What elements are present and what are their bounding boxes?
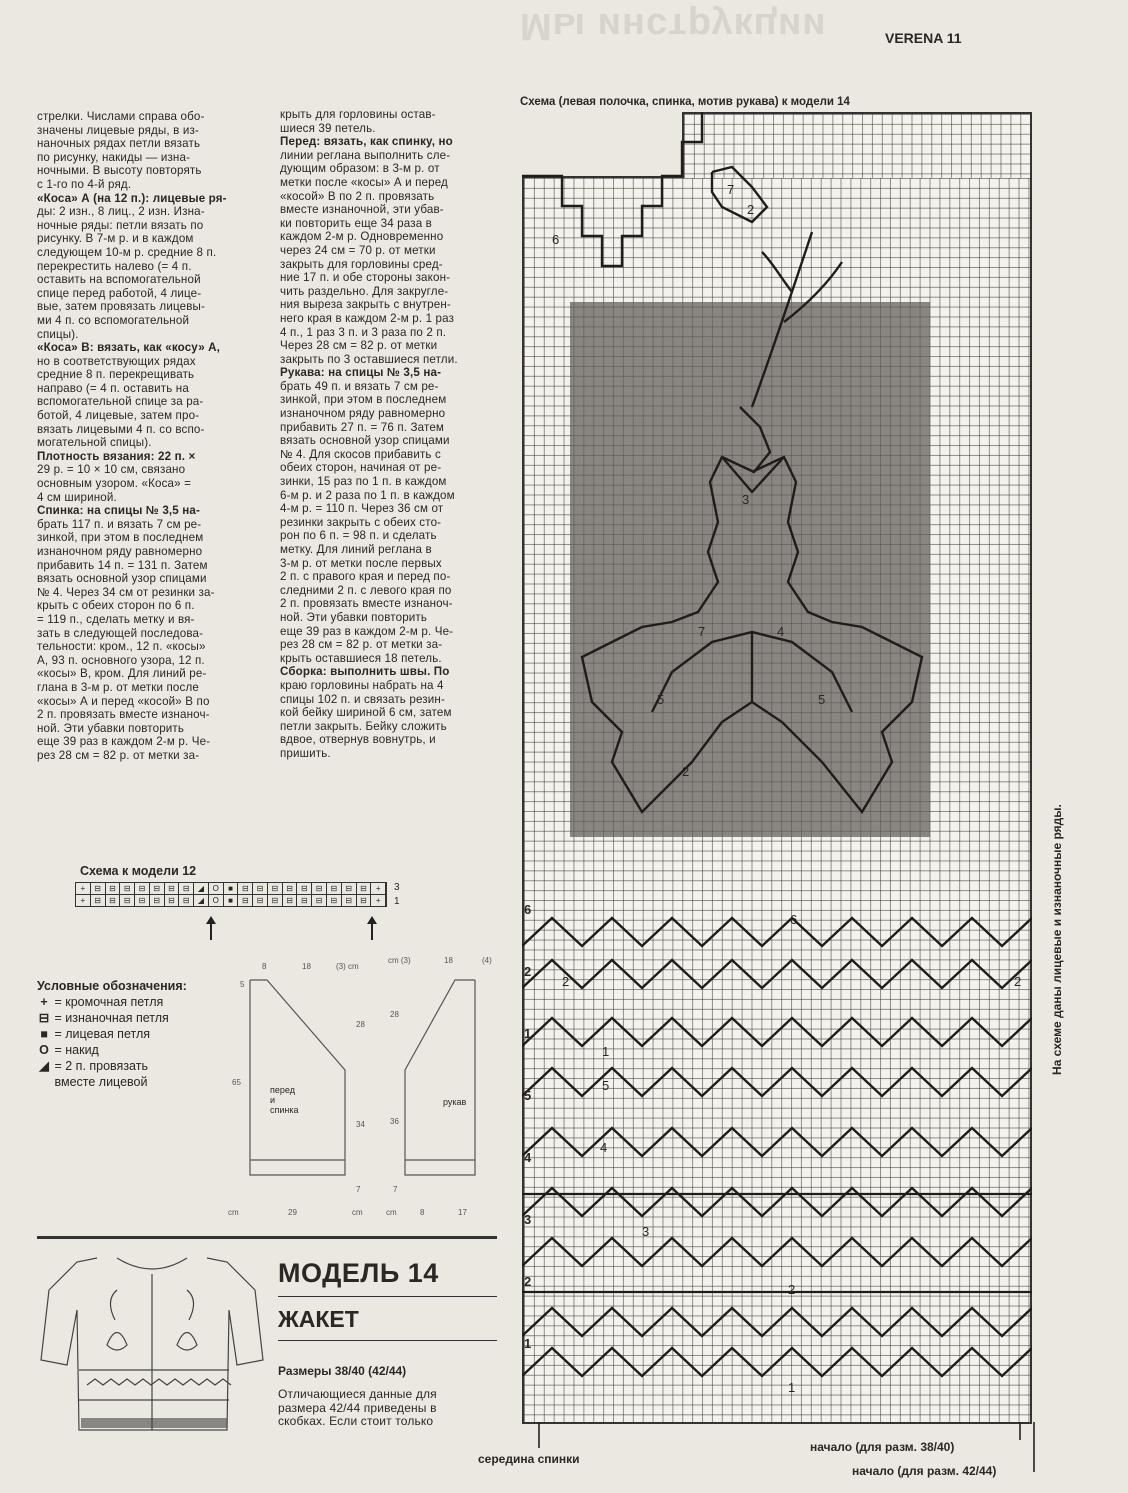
chart12-row-label-3: 3 bbox=[394, 882, 400, 893]
chart-num-2c: 2 bbox=[562, 974, 570, 989]
text-line: брать 49 п. и вязать 7 см ре- bbox=[280, 379, 439, 393]
main-chart-drawing bbox=[522, 112, 1032, 1424]
chart12-cell: ⊟ bbox=[268, 895, 283, 906]
chart12-cell: ⊟ bbox=[268, 883, 283, 894]
pattern-bottom-8: 8 bbox=[420, 1208, 425, 1217]
text-line: вязать лицевыми 4 п. со вспо- bbox=[37, 422, 205, 436]
chart-num-5a: 5 bbox=[657, 692, 665, 707]
text-line: зинкой, при этом в последнем bbox=[37, 531, 204, 545]
chart-num-6top: 6 bbox=[552, 232, 560, 247]
zigzag-band bbox=[522, 1308, 1032, 1336]
legend-text: = лицевая петля bbox=[51, 1027, 151, 1041]
text-line: вязать основной узор спицами bbox=[280, 434, 450, 448]
text-line: № 4. Через 34 см от резинки за- bbox=[37, 585, 215, 599]
zigzag-band bbox=[522, 960, 1032, 988]
chart-num-6: 6 bbox=[790, 912, 798, 927]
left-text-column bbox=[37, 110, 259, 763]
row-marker: 4 bbox=[524, 1150, 532, 1165]
text-line: 29 р. = 10 × 10 см, связано bbox=[37, 463, 186, 477]
legend bbox=[37, 978, 227, 1090]
text-line: «косы» В, кром. Для линий ре- bbox=[37, 667, 207, 681]
text-line: закрыть для горловины сред- bbox=[280, 257, 443, 271]
text-line: зать в следующей последова- bbox=[37, 626, 204, 640]
pattern-sleeve-label: рукав bbox=[443, 1097, 467, 1107]
model-underline bbox=[278, 1296, 497, 1297]
text-line: метку. Для линий реглана в bbox=[280, 543, 432, 556]
text-line: спицы). bbox=[37, 327, 79, 341]
chart12-cell: ⊟ bbox=[342, 895, 357, 906]
text-line: наночных рядах петли вязать bbox=[37, 137, 201, 151]
chart12-row-label-1: 1 bbox=[394, 896, 400, 907]
text-line: 4 п., 1 раз 3 п. и 3 раза по 2 п. bbox=[280, 325, 447, 339]
chart12-cell: ⊟ bbox=[179, 883, 194, 894]
chart12-cell: ⊟ bbox=[91, 895, 106, 906]
pattern-sleeve-top-right: (4) bbox=[482, 956, 492, 965]
text-line: оставить на вспомогательной bbox=[37, 273, 201, 287]
chart12-cell: ⊟ bbox=[283, 895, 298, 906]
text-line: 3-м р. от метки после первых bbox=[280, 556, 442, 570]
text-line: прибавить 14 п. = 131 п. Затем bbox=[37, 558, 208, 572]
legend-item bbox=[37, 1010, 227, 1026]
text-line: «косы» А и перед «косой» В по bbox=[37, 694, 210, 708]
text-line: вязать основной узор спицами bbox=[37, 572, 207, 586]
pattern-dim-28b: 28 bbox=[390, 1010, 399, 1019]
text-line: вдвое, отвернув вовнутрь, и bbox=[280, 733, 436, 747]
pattern-dim-34: 34 bbox=[356, 1120, 365, 1129]
text-line: пришить. bbox=[280, 746, 331, 760]
text-line: брать 117 п. и вязать 7 см ре- bbox=[37, 517, 202, 531]
row-marker: 1 bbox=[524, 1026, 532, 1041]
row-marker: 6 bbox=[524, 902, 532, 917]
text-line: рисунку. В 7-м р. и в каждом bbox=[37, 232, 194, 246]
row-marker: 2 bbox=[524, 964, 532, 979]
model-title: МОДЕЛЬ 14 bbox=[278, 1258, 439, 1288]
text-line: шиеся 39 петель. bbox=[280, 121, 376, 135]
chart12-cell: ⊟ bbox=[135, 895, 150, 906]
text-line: крыть с обеих сторон по 6 п. bbox=[37, 599, 195, 613]
pattern-bottom-17: 17 bbox=[458, 1208, 467, 1217]
text-line: спице перед работой, 4 лице- bbox=[37, 286, 202, 300]
text-line: Через 28 см = 82 р. от метки bbox=[280, 339, 438, 353]
chart12-cell: O bbox=[209, 883, 224, 894]
pattern-dim-7a: 7 bbox=[356, 1185, 361, 1194]
middle-text-column bbox=[280, 108, 502, 761]
chart12-cell: ⊟ bbox=[357, 895, 372, 906]
text-line: ной. Эти убавки повторить bbox=[280, 610, 428, 624]
legend-title: Условные обозначения: bbox=[37, 979, 187, 993]
legend-symbol: ■ bbox=[40, 1027, 48, 1041]
chart12-cell: ■ bbox=[224, 895, 239, 906]
pattern-top-mid: 18 bbox=[302, 962, 311, 971]
text-line: направо (= 4 п. оставить на bbox=[37, 381, 189, 395]
text-line: А, 93 п. основного узора, 12 п. bbox=[37, 653, 205, 667]
text-line: = 119 п., сделать метку и вя- bbox=[37, 612, 195, 626]
pattern-dim-65: 65 bbox=[232, 1078, 241, 1087]
text-line: изнаночном ряду равномерно bbox=[280, 407, 446, 421]
text-line: метки после «косы» А и перед bbox=[280, 175, 448, 189]
text-line: ночными. В высоту повторять bbox=[37, 164, 202, 178]
side-note: На схеме даны лицевые и изнаночные ряды. bbox=[1050, 804, 1064, 1075]
chart12-cell: + bbox=[76, 895, 91, 906]
text-line: Рукава: на спицы № 3,5 на- bbox=[280, 366, 442, 380]
text-line: 4-м р. = 110 п. Через 36 см от bbox=[280, 502, 444, 516]
text-line: еще 39 раз в каждом 2-м р. Че- bbox=[37, 735, 211, 749]
chart12-cell: ⊟ bbox=[283, 883, 298, 894]
chart12-cell: ⊟ bbox=[91, 883, 106, 894]
legend-item bbox=[37, 1026, 227, 1042]
zigzag-band bbox=[522, 1068, 1032, 1096]
chart12-cell: ⊟ bbox=[327, 895, 342, 906]
chart-num-3: 3 bbox=[742, 492, 750, 507]
text-line: «Коса» А (на 12 п.): лицевые ря- bbox=[37, 191, 227, 205]
pattern-dim-7b: 7 bbox=[393, 1185, 398, 1194]
legend-item bbox=[37, 1042, 227, 1058]
pattern-dim-36: 36 bbox=[390, 1117, 399, 1126]
chart12-cell: ⊟ bbox=[165, 883, 180, 894]
text-line: зинкой, при этом в последнем bbox=[280, 393, 447, 407]
chart12-arrows bbox=[200, 916, 390, 942]
pattern-top-unit: (3) cm bbox=[336, 962, 359, 971]
text-line: зинки, 15 раз по 1 п. в каждом bbox=[280, 475, 447, 489]
chart12-cell: ⊟ bbox=[312, 883, 327, 894]
text-line: каждом 2-м р. Одновременно bbox=[280, 230, 444, 244]
pattern-bottom-29: 29 bbox=[288, 1208, 297, 1217]
zigzag-band bbox=[522, 918, 1032, 946]
pattern-sleeve-top-mid: 18 bbox=[444, 956, 453, 965]
text-line: линии реглана выполнить сле- bbox=[280, 148, 451, 162]
text-line: глана в 3-м р. от метки после bbox=[37, 680, 199, 694]
text-line: ботой, 4 лицевые, затем про- bbox=[37, 409, 200, 423]
pattern-top-left: 8 bbox=[262, 962, 267, 971]
chart-num-1b: 1 bbox=[788, 1380, 796, 1395]
chart-num-2a: 2 bbox=[747, 202, 755, 217]
section-divider bbox=[37, 1236, 497, 1239]
text-line: чить раздельно. Для закругле- bbox=[280, 284, 449, 298]
text-line: кой бейку шириной 6 см, затем bbox=[280, 706, 452, 720]
chart12-cell: ⊟ bbox=[253, 895, 268, 906]
legend-symbol: ◢ bbox=[39, 1059, 49, 1073]
chart12-cell: ⊟ bbox=[106, 883, 121, 894]
text-line: вые, затем провязать лицевы- bbox=[37, 300, 206, 314]
legend-text: = накид bbox=[51, 1043, 99, 1057]
row-marker: 1 bbox=[524, 1336, 532, 1351]
magazine-brand: VERENA 11 bbox=[885, 30, 962, 46]
text-line: рез 28 см = 82 р. от метки за- bbox=[37, 748, 200, 762]
text-line: резинки закрыть с обеих сто- bbox=[280, 515, 442, 529]
chart-num-1: 1 bbox=[602, 1044, 610, 1059]
text-line: следующем 10-м р. средние 8 п. bbox=[37, 245, 217, 259]
chart12-cell: ⊟ bbox=[165, 895, 180, 906]
chart12-grid bbox=[75, 882, 387, 907]
text-line: ночные ряды: петли вязать по bbox=[37, 218, 204, 232]
text-line: крыть оставшиеся 18 петель. bbox=[280, 651, 442, 665]
chart-num-5c: 5 bbox=[602, 1078, 610, 1093]
text-line: ми 4 п. со вспомогательной bbox=[37, 313, 190, 327]
model-underline-2 bbox=[278, 1340, 497, 1341]
chart12-cell: ⊟ bbox=[357, 883, 372, 894]
chart12-title: Схема к модели 12 bbox=[80, 864, 197, 878]
text-line: ной. Эти убавки повторить bbox=[37, 721, 185, 735]
text-line: стрелки. Числами справа обо- bbox=[37, 110, 205, 123]
chart-num-4b: 4 bbox=[600, 1140, 608, 1155]
chart-num-7b: 7 bbox=[698, 624, 706, 639]
legend-symbol: O bbox=[39, 1043, 49, 1057]
pattern-dim-5: 5 bbox=[240, 980, 245, 989]
legend-item bbox=[37, 1074, 227, 1090]
chart12-cell: ⊟ bbox=[106, 895, 121, 906]
chart12-cell: ⊟ bbox=[312, 895, 327, 906]
chart12-cell: ■ bbox=[224, 883, 239, 894]
chart12-cell: + bbox=[371, 895, 386, 906]
text-line: него края в каждом 2-м р. 1 раз bbox=[280, 311, 455, 325]
text-line: 4 см шириной. bbox=[37, 490, 117, 504]
text-line: ния выреза закрыть с внутрен- bbox=[280, 298, 451, 312]
legend-symbol: + bbox=[40, 995, 48, 1009]
pattern-sleeve-top: cm (3) bbox=[388, 956, 411, 965]
chart12-cell: ⊟ bbox=[253, 883, 268, 894]
legend-text: = 2 п. провязать bbox=[51, 1059, 148, 1073]
text-line: крыть для горловины остав- bbox=[280, 108, 436, 121]
chart12-cell: ⊟ bbox=[120, 895, 135, 906]
chart-num-3b: 3 bbox=[642, 1224, 650, 1239]
legend-item bbox=[37, 1058, 227, 1074]
pattern-body-label: перед и спинка bbox=[270, 1085, 299, 1115]
chart12-cell: ⊟ bbox=[238, 895, 253, 906]
text-line: закрыть по 3 оставшиеся петли. bbox=[280, 352, 458, 366]
zigzag-band bbox=[522, 1238, 1032, 1266]
pattern-bottom-cm: cm bbox=[228, 1208, 239, 1217]
text-line: тельности: кром., 12 п. «косы» bbox=[37, 640, 206, 654]
chart12-cell: ⊟ bbox=[342, 883, 357, 894]
chart12-cell: ◢ bbox=[194, 895, 209, 906]
text-line: «Коса» В: вязать, как «косу» А, bbox=[37, 341, 221, 355]
zigzag-band bbox=[522, 1018, 1032, 1046]
text-line: № 4. Для скосов прибавить с bbox=[280, 447, 441, 461]
faded-heading: Мы инструкции bbox=[520, 5, 827, 47]
chart12-cell: ◢ bbox=[194, 883, 209, 894]
text-line: Плотность вязания: 22 п. × bbox=[37, 449, 196, 463]
pattern-bottom-cm2: cm bbox=[352, 1208, 363, 1217]
row-marker: 5 bbox=[524, 1088, 532, 1103]
text-line: спицы 102 п. и связать резин- bbox=[280, 692, 445, 706]
text-line: значены лицевые ряды, в из- bbox=[37, 123, 199, 137]
chart-num-2d: 2 bbox=[1014, 974, 1022, 989]
row-marker: 3 bbox=[524, 1212, 532, 1227]
legend-text: вместе лицевой bbox=[51, 1075, 148, 1089]
text-line: Сборка: выполнить швы. По bbox=[280, 665, 450, 679]
text-line: 2 п. провязать вместе изнаноч- bbox=[37, 708, 210, 722]
chart12-cell: ⊟ bbox=[120, 883, 135, 894]
text-line: 6-м р. и 2 раза по 1 п. в каждом bbox=[280, 488, 455, 502]
text-line: вспомогательной спице за ра- bbox=[37, 395, 204, 409]
chart12-cell: ⊟ bbox=[150, 883, 165, 894]
chart12-cell: ⊟ bbox=[179, 895, 194, 906]
text-line: дующим образом: в 3-м р. от bbox=[280, 162, 440, 176]
text-line: обеих сторон, начиная от ре- bbox=[280, 461, 442, 475]
start-label-42-44: начало (для разм. 42/44) bbox=[852, 1464, 997, 1478]
model-intro: Отличающиеся данные для размера 42/44 приведены в скобках. Если стоит только bbox=[278, 1387, 437, 1429]
chart12-cell: + bbox=[76, 883, 91, 894]
text-line: по рисунку, накиды — изна- bbox=[37, 150, 191, 164]
legend-text: = кромочная петля bbox=[51, 995, 164, 1009]
text-line: рез 28 см = 82 р. от метки за- bbox=[280, 638, 443, 652]
text-line: 2 п. провязать вместе изнаноч- bbox=[280, 597, 453, 611]
legend-text: = изнаночная петля bbox=[51, 1011, 169, 1025]
text-line: Перед: вязать, как спинку, но bbox=[280, 135, 453, 149]
main-chart-title: Схема (левая полочка, спинка, мотив рукава) к модели 14 bbox=[520, 96, 850, 108]
text-line: изнаночном ряду равномерно bbox=[37, 545, 203, 558]
text-line: с 1-го по 4-й ряд. bbox=[37, 177, 132, 191]
text-line: ки повторить еще 34 раза в bbox=[280, 216, 432, 230]
legend-symbol: ⊟ bbox=[38, 1011, 50, 1025]
jacket-sketch bbox=[37, 1250, 267, 1435]
pattern-bottom-cm3: cm bbox=[386, 1208, 397, 1217]
text-line: ды: 2 изн., 8 лиц., 2 изн. Изна- bbox=[37, 205, 205, 219]
legend-item bbox=[37, 994, 227, 1010]
text-line: ние 17 п. и обе стороны закон- bbox=[280, 271, 451, 285]
text-line: но в соответствующих рядах bbox=[37, 354, 196, 368]
text-line: краю горловины набрать на 4 bbox=[280, 678, 444, 692]
chart-num-2e: 2 bbox=[788, 1282, 796, 1297]
text-line: могательной спицы). bbox=[37, 436, 152, 450]
chart12-cell: ⊟ bbox=[238, 883, 253, 894]
text-line: рон по 6 п. = 98 п. и сделать bbox=[280, 529, 437, 543]
chart-num-2b: 2 bbox=[682, 764, 690, 779]
pattern-dim-28a: 28 bbox=[356, 1020, 365, 1029]
model-subtitle: ЖАКЕТ bbox=[278, 1306, 359, 1332]
text-line: через 24 см = 70 р. от метки bbox=[280, 243, 436, 257]
text-line: еще 39 раз в каждом 2-м р. Че- bbox=[280, 624, 454, 638]
chart12-cell: ⊟ bbox=[297, 883, 312, 894]
text-line: вместе изнаночной, эти убав- bbox=[280, 203, 444, 217]
chart12-cell: + bbox=[371, 883, 386, 894]
chart12-cell: ⊟ bbox=[297, 895, 312, 906]
chart12-cell: ⊟ bbox=[150, 895, 165, 906]
model-sizes: Размеры 38/40 (42/44) bbox=[278, 1364, 407, 1378]
chart-num-5b: 5 bbox=[818, 692, 826, 707]
zigzag-band bbox=[522, 1188, 1032, 1216]
text-line: перекрестить налево (= 4 п. bbox=[37, 259, 192, 273]
chart-num-7a: 7 bbox=[727, 182, 735, 197]
pattern-schematic bbox=[225, 950, 505, 1220]
text-line: Спинка: на спицы № 3,5 на- bbox=[37, 504, 201, 518]
page-number: 11 bbox=[946, 30, 962, 46]
chart12-cell: ⊟ bbox=[327, 883, 342, 894]
text-line: прибавить 27 п. = 76 п. Затем bbox=[280, 420, 445, 434]
chart-num-4: 4 bbox=[777, 624, 785, 639]
bottom-center-label: середина спинки bbox=[478, 1452, 580, 1466]
text-line: «косой» В по 2 п. провязать bbox=[280, 189, 435, 203]
zigzag-band bbox=[522, 1128, 1032, 1156]
chart12-cell: O bbox=[209, 895, 224, 906]
main-chart bbox=[522, 112, 1032, 1424]
text-line: 2 п. с правого края и перед по- bbox=[280, 570, 451, 584]
zigzag-band bbox=[522, 1348, 1032, 1376]
start-label-38-40: начало (для разм. 38/40) bbox=[810, 1440, 955, 1454]
row-marker-column bbox=[524, 902, 538, 1398]
row-marker: 2 bbox=[524, 1274, 532, 1289]
chart12-cell: ⊟ bbox=[135, 883, 150, 894]
text-line: основным узором. «Коса» = bbox=[37, 477, 192, 491]
text-line: средние 8 п. перекрещивать bbox=[37, 368, 195, 382]
text-line: петли закрыть. Бейку сложить bbox=[280, 719, 447, 733]
text-line: следними 2 п. с левого края по bbox=[280, 583, 452, 597]
